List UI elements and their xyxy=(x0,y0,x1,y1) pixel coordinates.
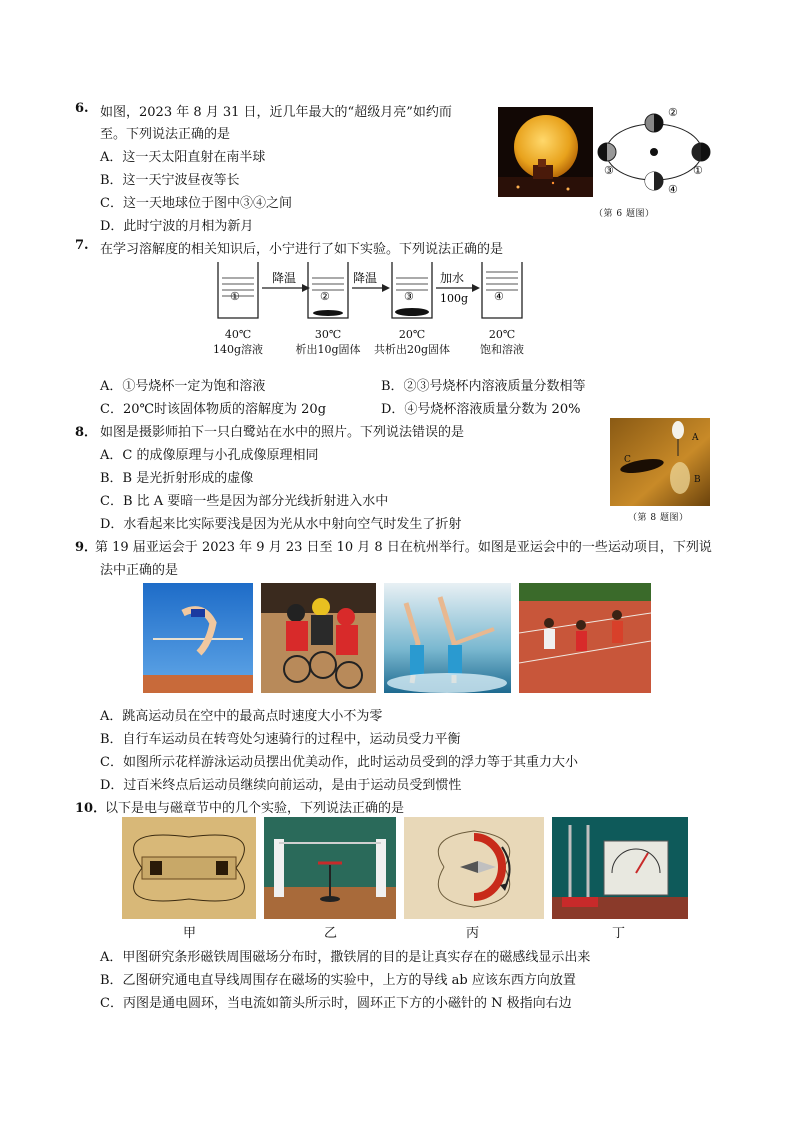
beaker-3-temp: 20℃ xyxy=(398,328,426,341)
q8-option-d: D．水看起来比实际要浅是因为光从水中射向空气时发生了折射 xyxy=(100,517,462,532)
bar-magnet-photo xyxy=(122,817,256,919)
egret-image xyxy=(610,418,710,506)
q6-stem-line1: 如图，2023 年 8 月 31 日，近几年最大的“超级月亮”如约而 xyxy=(100,105,452,120)
arrow-3-label: 加水 xyxy=(440,271,465,285)
q9-stem-line2: 法中正确的是 xyxy=(100,563,179,578)
q6-stem-line2: 至。下列说法正确的是 xyxy=(100,127,231,142)
beaker-2-caption xyxy=(283,327,373,357)
q7-stem: 在学习溶解度的相关知识后，小宁进行了如下实验。下列说法正确的是 xyxy=(100,242,504,257)
q6-option-a: A．这一天太阳直射在南半球 xyxy=(100,150,266,165)
q6-figure-caption: （第 6 题图） xyxy=(594,209,655,219)
photo-label-a: A xyxy=(692,433,699,443)
cycling-photo xyxy=(261,583,376,693)
orbit-label-2: ② xyxy=(668,106,678,119)
beaker-1-temp: 40℃ xyxy=(224,328,252,341)
current-loop-photo xyxy=(404,817,544,919)
high-jump-photo xyxy=(143,583,253,693)
q10-option-b: B．乙图研究通电直导线周围存在磁场的实验中，上方的导线 ab 应该东西方向放置 xyxy=(100,973,576,988)
beaker-2-desc: 析出10g固体 xyxy=(295,343,361,356)
q6-number: 6. xyxy=(75,101,89,116)
beaker-4-mark: ④ xyxy=(494,290,504,303)
q8-option-b: B．B 是光折射形成的虚像 xyxy=(100,471,254,486)
panel-label-jia: 甲 xyxy=(183,926,197,941)
bar-magnet-image xyxy=(122,817,256,919)
q6-option-d: D．此时宁波的月相为新月 xyxy=(100,219,254,234)
electromagnet-apparatus-image xyxy=(552,817,688,919)
q7-option-c: C．20℃时该固体物质的溶解度为 20g xyxy=(100,402,327,417)
orbit-label-4: ④ xyxy=(668,183,678,196)
straight-wire-photo xyxy=(264,817,396,919)
beaker-4-caption xyxy=(457,327,547,357)
q9-option-d: D．过百米终点后运动员继续向前运动，是由于运动员受到惯性 xyxy=(100,778,462,793)
arrow-3-sublabel: 100g xyxy=(440,292,469,305)
q9-stem-line1: 第 19 届亚运会于 2023 年 9 月 23 日至 10 月 8 日在杭州举行。如图是亚运会中的一些运动项目，下列说 xyxy=(95,540,712,555)
beaker-2-temp: 30℃ xyxy=(314,328,342,341)
q8-number: 8． xyxy=(75,425,98,440)
q7-option-a: A．①号烧杯一定为饱和溶液 xyxy=(100,379,266,394)
q7-number: 7. xyxy=(75,238,89,253)
arrow-1-label: 降温 xyxy=(272,271,297,285)
q8-figure-caption: （第 8 题图） xyxy=(628,513,689,523)
supermoon-photo xyxy=(498,107,593,197)
electromagnet-apparatus-photo xyxy=(552,817,688,919)
q10-option-a: A．甲图研究条形磁铁周围磁场分布时，撒铁屑的目的是让真实存在的磁感线显示出来 xyxy=(100,950,591,965)
sprint-photo xyxy=(519,583,651,693)
beaker-3-caption xyxy=(367,327,457,357)
cycling-image xyxy=(261,583,376,693)
q7-option-d: D．④号烧杯溶液质量分数为 20% xyxy=(381,402,581,417)
synchronized-swimming-photo xyxy=(384,583,511,693)
egret-photo xyxy=(610,418,710,506)
synchronized-swimming-image xyxy=(384,583,511,693)
q9-option-c: C．如图所示花样游泳运动员摆出优美动作，此时运动员受到的浮力等于其重力大小 xyxy=(100,755,578,770)
moon-orbit-diagram xyxy=(596,104,716,199)
q7-option-b: B．②③号烧杯内溶液质量分数相等 xyxy=(381,379,586,394)
q9-option-a: A．跳高运动员在空中的最高点时速度大小不为零 xyxy=(100,709,383,724)
q8-option-c: C．B 比 A 要暗一些是因为部分光线折射进入水中 xyxy=(100,494,389,509)
beaker-1-desc: 140g溶液 xyxy=(212,343,264,356)
supermoon-image xyxy=(498,107,593,197)
q10-number: 10． xyxy=(75,801,107,816)
photo-label-b: B xyxy=(694,475,701,485)
beaker-1-caption xyxy=(193,327,283,357)
q6-option-b: B．这一天宁波昼夜等长 xyxy=(100,173,240,188)
q8-stem: 如图是摄影师拍下一只白鹭站在水中的照片。下列说法错误的是 xyxy=(100,425,465,440)
beaker-3-desc: 共析出20g固体 xyxy=(373,343,451,356)
straight-wire-image xyxy=(264,817,396,919)
earth-center xyxy=(650,148,658,156)
q6-option-c: C．这一天地球位于图中③④之间 xyxy=(100,196,292,211)
q9-number: 9． xyxy=(75,540,98,555)
photo-label-c: C xyxy=(624,455,631,465)
arrow-2-label: 降温 xyxy=(353,271,378,285)
beaker-1-mark: ① xyxy=(230,290,240,303)
beaker-diagram xyxy=(210,258,540,326)
q9-option-b: B．自行车运动员在转弯处匀速骑行的过程中，运动员受力平衡 xyxy=(100,732,461,747)
high-jump-image xyxy=(143,583,253,693)
beaker-4-temp: 20℃ xyxy=(488,328,516,341)
q8-option-a: A．C 的成像原理与小孔成像原理相同 xyxy=(100,448,319,463)
sprint-image xyxy=(519,583,651,693)
orbit-label-1: ① xyxy=(693,164,703,177)
orbit-label-3: ③ xyxy=(604,164,614,177)
beaker-2-mark: ② xyxy=(320,290,330,303)
panel-label-ding: 丁 xyxy=(612,926,626,941)
panel-label-yi: 乙 xyxy=(324,926,338,941)
q10-option-c: C．丙图是通电圆环，当电流如箭头所示时，圆环正下方的小磁针的 N 极指向右边 xyxy=(100,996,572,1011)
current-loop-image xyxy=(404,817,544,919)
q10-stem: 以下是电与磁章节中的几个实验，下列说法正确的是 xyxy=(105,801,405,816)
beaker-4-desc: 饱和溶液 xyxy=(480,343,524,356)
beaker-3-mark: ③ xyxy=(404,290,414,303)
panel-label-bing: 丙 xyxy=(466,926,480,941)
